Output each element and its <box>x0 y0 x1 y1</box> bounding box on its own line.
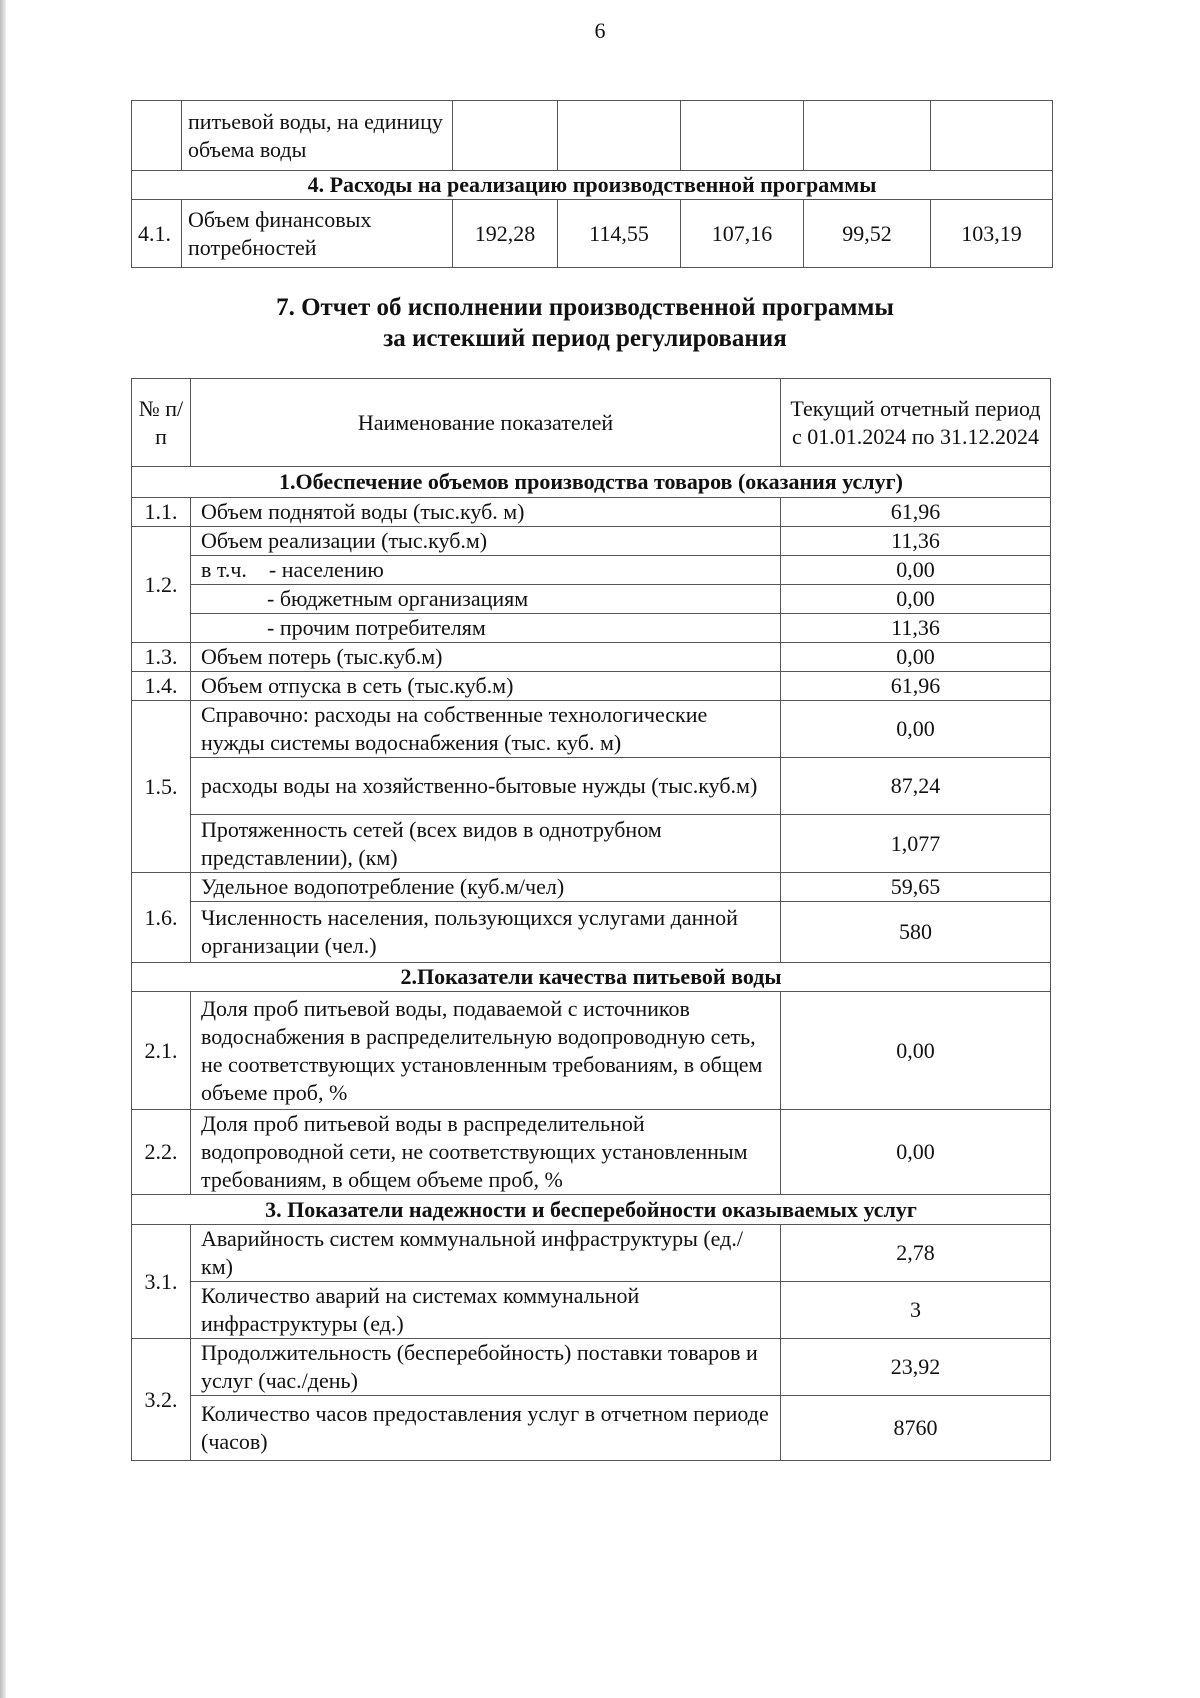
indicator-value: 11,36 <box>781 614 1051 643</box>
indicator-name: Справочно: расходы на собственные технологические нужды системы водоснабжения (тыс. куб. м) <box>191 701 781 758</box>
indicator-value: 0,00 <box>781 556 1051 585</box>
table-row <box>132 902 1051 963</box>
indicator-name: Количество часов предоставления услуг в отчетном периоде (часов) <box>191 1396 781 1461</box>
indicator-value: 2,78 <box>781 1225 1051 1282</box>
section-row <box>132 467 1051 498</box>
table-row <box>132 1282 1051 1339</box>
table-row <box>132 815 1051 873</box>
table-row <box>132 200 1053 268</box>
table-row <box>132 1396 1051 1461</box>
indicator-value: 1,077 <box>781 815 1051 873</box>
value-cell <box>453 101 558 171</box>
table-row <box>132 101 1053 171</box>
row-number: 1.2. <box>132 527 191 643</box>
indicator-name: Объем поднятой воды (тыс.куб. м) <box>191 498 781 527</box>
row-number: 3.1. <box>132 1225 191 1339</box>
row-number: 1.5. <box>132 701 191 873</box>
table-row <box>132 585 1051 614</box>
indicator-value: 59,65 <box>781 873 1051 902</box>
table-row <box>132 643 1051 672</box>
title-line-1: 7. Отчет об исполнении производственной программы <box>276 294 894 321</box>
indicator-name: - бюджетным организациям <box>191 585 781 614</box>
table-row <box>132 614 1051 643</box>
indicator-value: 61,96 <box>781 498 1051 527</box>
header-name: Наименование показателей <box>191 379 781 467</box>
indicator-value: 11,36 <box>781 527 1051 556</box>
indicator-name: Протяженность сетей (всех видов в однотрубном представлении), (км) <box>191 815 781 873</box>
indicator-name: в т.ч. - населению <box>191 556 781 585</box>
indicator-name: Объем потерь (тыс.куб.м) <box>191 643 781 672</box>
value-cell <box>804 101 931 171</box>
table-row <box>132 527 1051 556</box>
section-row <box>132 963 1051 992</box>
value-cell: 107,16 <box>681 200 804 268</box>
name-cell: питьевой воды, на единицу объема воды <box>182 101 453 171</box>
indicator-value: 0,00 <box>781 643 1051 672</box>
report-table <box>131 378 1051 1461</box>
indicator-value: 87,24 <box>781 758 1051 815</box>
indicator-name: Объем реализации (тыс.куб.м) <box>191 527 781 556</box>
table-row <box>132 1110 1051 1195</box>
indicator-value: 3 <box>781 1282 1051 1339</box>
row-number: 1.1. <box>132 498 191 527</box>
indicator-name: - прочим потребителям <box>191 614 781 643</box>
header-row <box>132 379 1051 467</box>
table-row <box>132 1339 1051 1396</box>
num-cell: 4.1. <box>132 200 182 268</box>
indicator-value: 0,00 <box>781 585 1051 614</box>
value-cell: 114,55 <box>558 200 681 268</box>
scan-edge <box>0 0 6 1698</box>
table-row <box>132 1225 1051 1282</box>
indicator-name: Удельное водопотребление (куб.м/чел) <box>191 873 781 902</box>
title-line-2: за истекший период регулирования <box>383 325 787 352</box>
indicator-value: 580 <box>781 902 1051 963</box>
name-cell: Объем финансовых потребностей <box>182 200 453 268</box>
value-cell: 99,52 <box>804 200 931 268</box>
row-number: 1.3. <box>132 643 191 672</box>
page-number: 6 <box>594 18 606 43</box>
row-number: 2.2. <box>132 1110 191 1195</box>
value-cell <box>558 101 681 171</box>
table-row <box>132 498 1051 527</box>
indicator-name: Продолжительность (бесперебойность) поставки товаров и услуг (час./день) <box>191 1339 781 1396</box>
indicator-name: Доля проб питьевой воды, подаваемой с источников водоснабжения в распределительную водопроводную сеть, не соответствующих установленным требованиям, в общем объеме проб, % <box>191 992 781 1110</box>
table-row <box>132 672 1051 701</box>
num-cell <box>132 101 182 171</box>
header-value: Текущий отчетный период с 01.01.2024 по 31.12.2024 <box>781 379 1051 467</box>
row-number: 1.4. <box>132 672 191 701</box>
indicator-name: Доля проб питьевой воды в распределительной водопроводной сети, не соответствующих установленным требованиям, в общем объеме проб, % <box>191 1110 781 1195</box>
indicator-name: Количество аварий на системах коммунальной инфраструктуры (ед.) <box>191 1282 781 1339</box>
indicator-value: 0,00 <box>781 992 1051 1110</box>
section-heading: 2.Показатели качества питьевой воды <box>132 963 1051 992</box>
table-row <box>132 758 1051 815</box>
indicator-value: 8760 <box>781 1396 1051 1461</box>
row-number: 2.1. <box>132 992 191 1110</box>
indicator-value: 23,92 <box>781 1339 1051 1396</box>
section-title <box>0 292 1170 354</box>
table-row <box>132 556 1051 585</box>
value-cell <box>681 101 804 171</box>
row-number: 3.2. <box>132 1339 191 1461</box>
indicator-value: 0,00 <box>781 701 1051 758</box>
table-row <box>132 701 1051 758</box>
indicator-name: Объем отпуска в сеть (тыс.куб.м) <box>191 672 781 701</box>
indicator-name: Численность населения, пользующихся услугами данной организации (чел.) <box>191 902 781 963</box>
section-heading: 4. Расходы на реализацию производственной программы <box>132 171 1053 200</box>
previous-table-continuation <box>131 100 1053 268</box>
table-row <box>132 873 1051 902</box>
section-heading: 3. Показатели надежности и бесперебойности оказываемых услуг <box>132 1195 1051 1225</box>
indicator-name: Аварийность систем коммунальной инфраструктуры (ед./км) <box>191 1225 781 1282</box>
table-row <box>132 992 1051 1110</box>
value-cell: 192,28 <box>453 200 558 268</box>
row-number: 1.6. <box>132 873 191 963</box>
section-row <box>132 1195 1051 1225</box>
header-num: № п/п <box>132 379 191 467</box>
indicator-name: расходы воды на хозяйственно-бытовые нужды (тыс.куб.м) <box>191 758 781 815</box>
indicator-value: 61,96 <box>781 672 1051 701</box>
section-row <box>132 171 1053 200</box>
section-heading: 1.Обеспечение объемов производства товаров (оказания услуг) <box>132 467 1051 498</box>
value-cell: 103,19 <box>931 200 1053 268</box>
value-cell <box>931 101 1053 171</box>
indicator-value: 0,00 <box>781 1110 1051 1195</box>
